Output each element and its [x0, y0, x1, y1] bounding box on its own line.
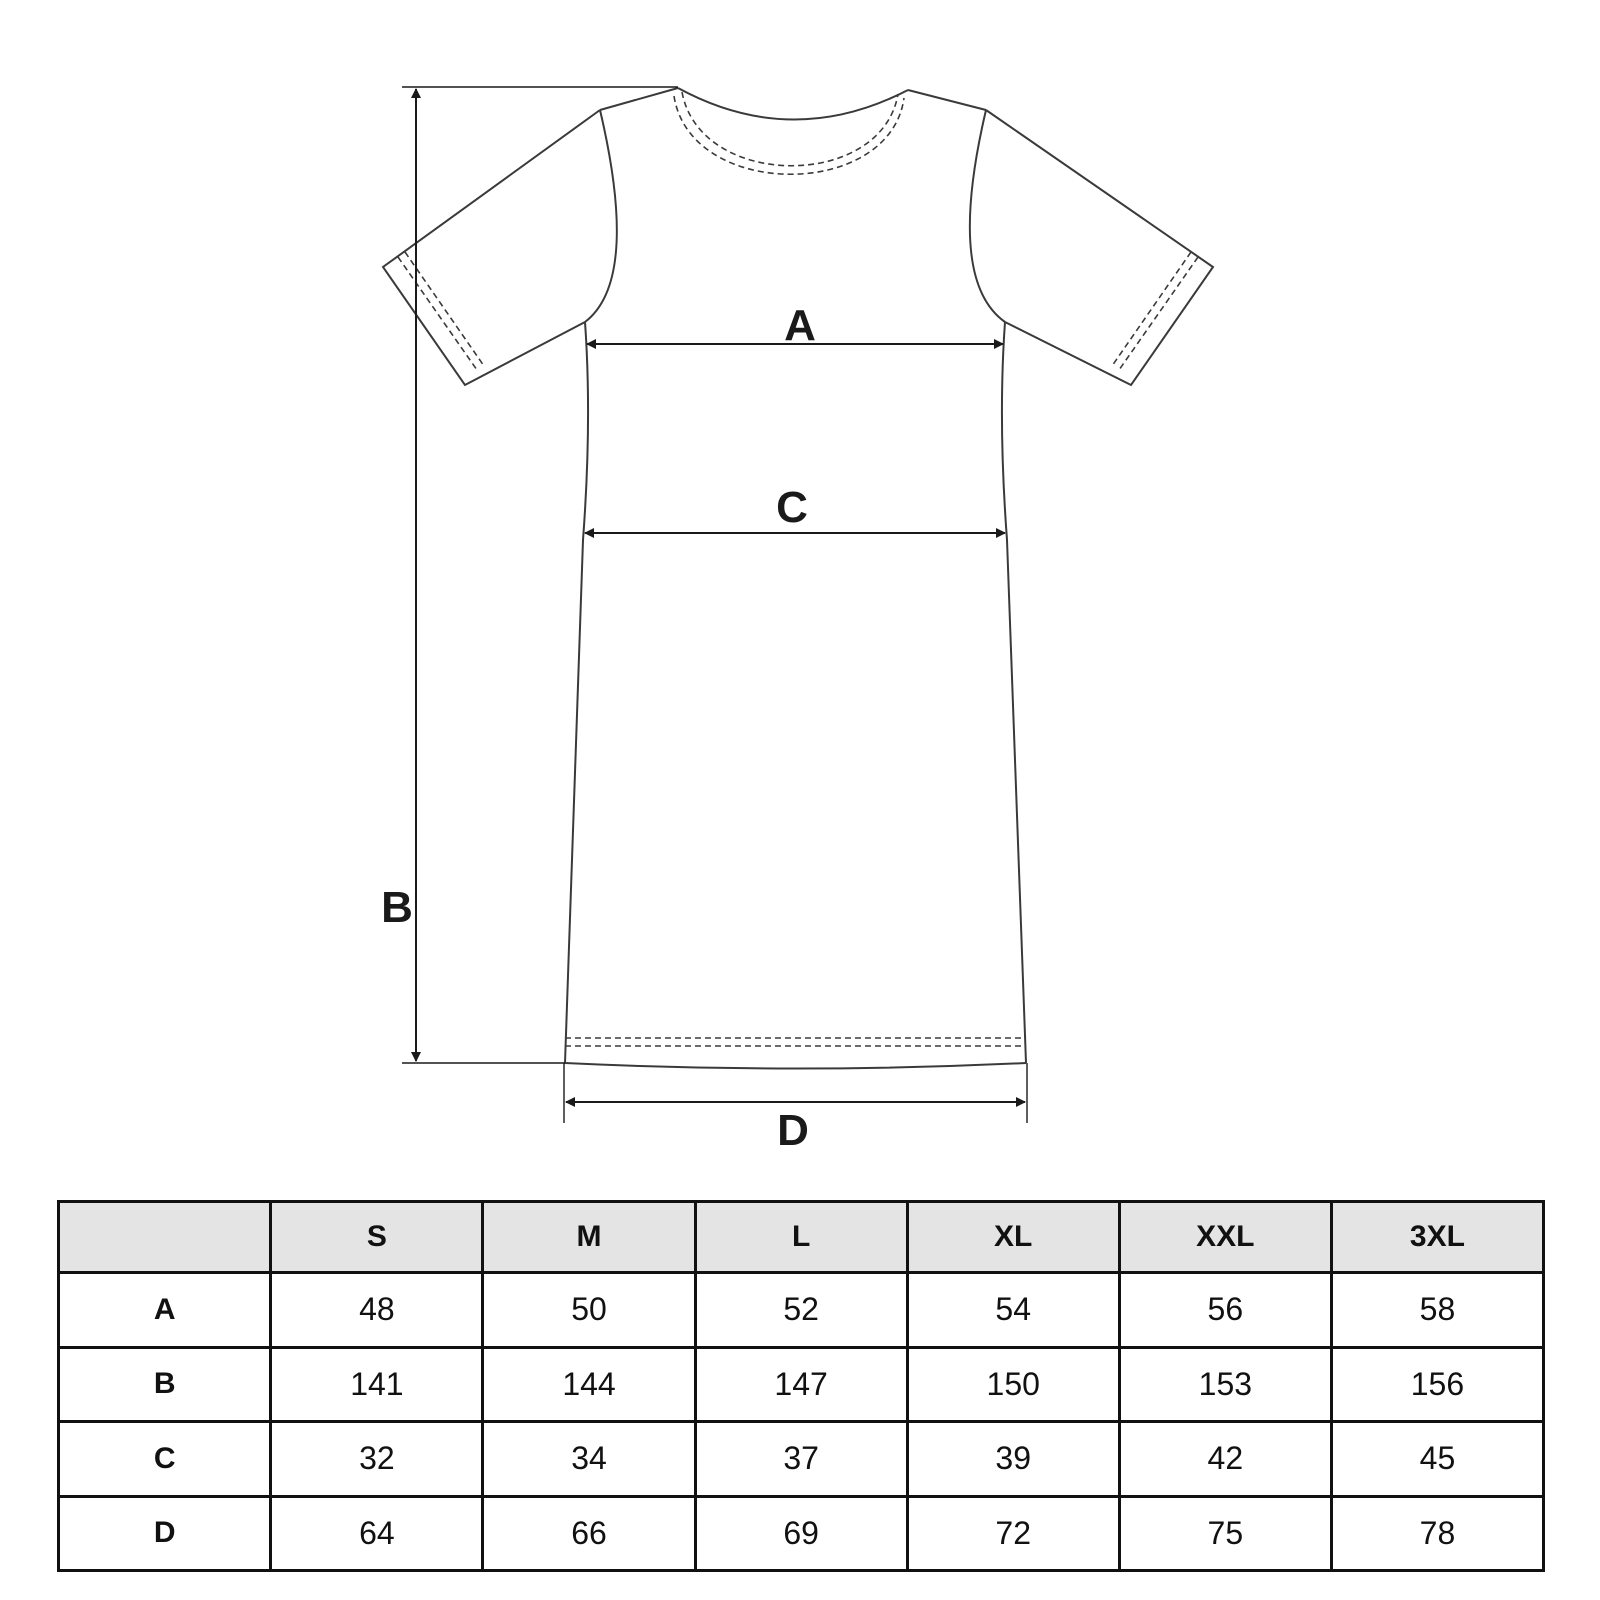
table-cell: 50 — [483, 1273, 695, 1348]
row-label: B — [59, 1347, 271, 1422]
right-sleeve-stitch — [1119, 257, 1198, 370]
hem — [565, 1063, 1026, 1069]
measurement-labels — [381, 301, 816, 1155]
left-armhole — [585, 110, 617, 322]
table-cell: 147 — [695, 1347, 907, 1422]
table-cell: 56 — [1119, 1273, 1331, 1348]
size-header-3xl: 3XL — [1331, 1202, 1543, 1273]
measurement-lines — [402, 87, 1027, 1123]
table-cell: 66 — [483, 1496, 695, 1571]
table-cell: 64 — [271, 1496, 483, 1571]
left-sleeve-stitch — [398, 257, 477, 370]
table-cell: 32 — [271, 1422, 483, 1497]
right-side-seam — [1002, 322, 1026, 1063]
table-cell: 75 — [1119, 1496, 1331, 1571]
table-cell: 48 — [271, 1273, 483, 1348]
table-row — [59, 1496, 1544, 1571]
right-shoulder — [908, 90, 986, 110]
table-row — [59, 1347, 1544, 1422]
dress-outline — [383, 88, 1213, 1069]
size-header-xxl: XXL — [1119, 1202, 1331, 1273]
table-cell: 39 — [907, 1422, 1119, 1497]
table-cell: 72 — [907, 1496, 1119, 1571]
size-header-l: L — [695, 1202, 907, 1273]
table-cell: 78 — [1331, 1496, 1543, 1571]
row-label: A — [59, 1273, 271, 1348]
table-cell: 45 — [1331, 1422, 1543, 1497]
table-row — [59, 1422, 1544, 1497]
label-c: C — [776, 483, 808, 532]
size-header-s: S — [271, 1202, 483, 1273]
row-label: C — [59, 1422, 271, 1497]
table-row — [59, 1273, 1544, 1348]
table-cell: 153 — [1119, 1347, 1331, 1422]
table-cell: 37 — [695, 1422, 907, 1497]
table-cell: 141 — [271, 1347, 483, 1422]
table-cell: 34 — [483, 1422, 695, 1497]
right-armhole — [970, 110, 1005, 322]
left-shoulder — [600, 88, 678, 110]
row-label: D — [59, 1496, 271, 1571]
table-cell: 144 — [483, 1347, 695, 1422]
table-cell: 52 — [695, 1273, 907, 1348]
right-sleeve-stitch-2 — [1112, 252, 1191, 366]
label-a: A — [784, 301, 816, 350]
label-b: B — [381, 883, 413, 932]
left-side-seam — [565, 322, 588, 1063]
size-header-xl: XL — [907, 1202, 1119, 1273]
neckline-stitch — [674, 96, 904, 174]
size-header-m: M — [483, 1202, 695, 1273]
table-corner-cell — [59, 1202, 271, 1273]
neckline — [678, 88, 908, 120]
table-cell: 69 — [695, 1496, 907, 1571]
table-cell: 54 — [907, 1273, 1119, 1348]
table-cell: 42 — [1119, 1422, 1331, 1497]
right-sleeve — [986, 110, 1213, 385]
size-chart-table — [57, 1200, 1545, 1572]
table-cell: 58 — [1331, 1273, 1543, 1348]
table-header-row — [59, 1202, 1544, 1273]
table-cell: 156 — [1331, 1347, 1543, 1422]
table-cell: 150 — [907, 1347, 1119, 1422]
label-d: D — [777, 1106, 809, 1155]
